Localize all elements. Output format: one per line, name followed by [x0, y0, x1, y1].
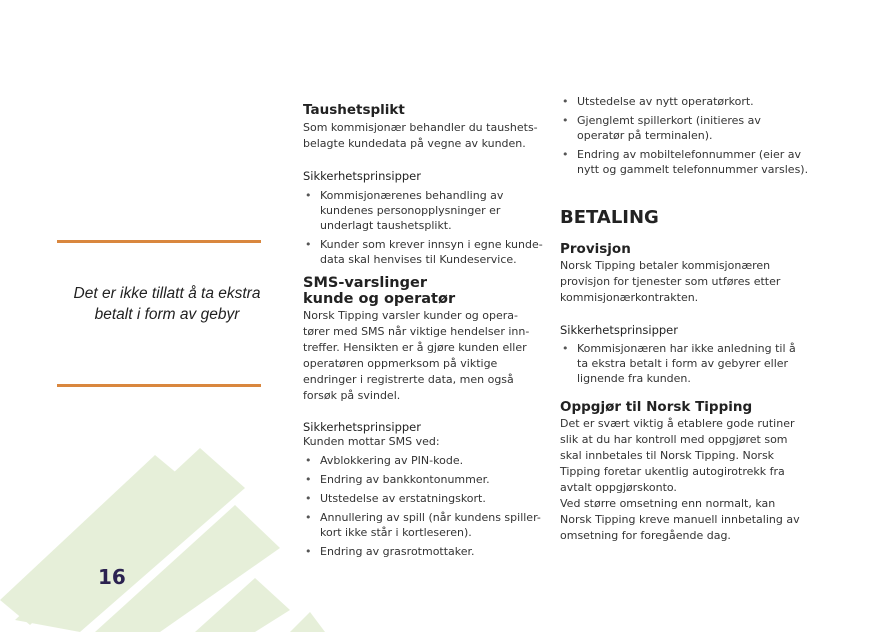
heading-sikkerhet-3: Sikkerhetsprinsipper [560, 323, 678, 337]
sik2-intro: Kunden mottar SMS ved: [303, 435, 440, 448]
page-number: 16 [98, 565, 126, 589]
list-item: • Utstedelse av nytt operatørkort. [562, 95, 754, 108]
column-left [303, 103, 543, 563]
pullquote: Det er ikke tillatt å ta ekstra betalt i form av gebyr [73, 285, 261, 323]
list-item: • Kommisjonæren har ikke anledning til å ta ekstra betalt i form av gebyrer eller lignende fra kunden. [562, 342, 796, 385]
list-item: • Endring av grasrotmottaker. [305, 545, 475, 558]
column-right [560, 94, 810, 544]
sms-text: Norsk Tipping varsler kunder og opera-tører med SMS når viktige hendelser inn-treffer. Hensikten er å gjøre kunden eller operatøren oppmerksom på viktige endringer i registrerte data, men også forsøk på svindel. [303, 309, 530, 402]
list-item: • Gjenglemt spillerkort (initieres av operatør på terminalen). [562, 114, 761, 142]
taushetsplikt-text: Som kommisjonær behandler du taushets-belagte kundedata på vegne av kunden. [303, 121, 538, 150]
list-item: • Endring av mobiltelefonnummer (eier av nytt og gammelt telefonnummer varsles). [562, 148, 809, 176]
heading-provisjon: Provisjon [560, 241, 631, 257]
stripe-5 [290, 612, 325, 632]
list-item: • Avblokkering av PIN-kode. [305, 454, 464, 467]
list-item: • Kommisjonærenes behandling av kundenes personopplysninger er underlagt taushetsplikt. [305, 189, 504, 232]
bottom-rule [57, 384, 261, 387]
heading-oppgjor: Oppgjør til Norsk Tipping [560, 399, 753, 415]
provisjon-text: Norsk Tipping betaler kommisjonæren provisjon for tjenester som utføres etter kommisjonærkontrakten. [560, 259, 781, 304]
sikkerhet-3-list [560, 341, 810, 386]
sms-list-continued [560, 94, 810, 177]
list-item: • Annullering av spill (når kundens spiller-kort ikke står i kortleseren). [305, 511, 541, 539]
list-item: • Endring av bankkontonummer. [305, 473, 490, 486]
heading-sikkerhet-2: Sikkerhetsprinsipper [303, 420, 421, 434]
oppgjor-text-1: Det er svært viktig å etablere gode rutiner slik at du har kontroll med oppgjøret som skal innbetales til Norsk Tipping. Norsk Tipping foretar ukentlig autogirotrekk fra avtalt oppgjørskonto. [560, 417, 795, 494]
list-item: • Kunder som krever innsyn i egne kunde-data skal henvises til Kundeservice. [305, 238, 543, 266]
sikkerhet-2-list [303, 453, 543, 559]
heading-betaling: BETALING [560, 207, 659, 228]
list-item: • Utstedelse av erstatningskort. [305, 492, 486, 505]
heading-sms: SMS-varslinger kunde og operatør [303, 275, 456, 307]
heading-sikkerhet-1: Sikkerhetsprinsipper [303, 169, 421, 183]
sikkerhet-1-list [303, 188, 543, 267]
top-rule [57, 240, 261, 243]
heading-taushetsplikt: Taushetsplikt [303, 102, 405, 118]
oppgjor-text-2: Ved større omsetning enn normalt, kan Norsk Tipping kreve manuell innbetaling av omsetning for foregående dag. [560, 497, 800, 542]
